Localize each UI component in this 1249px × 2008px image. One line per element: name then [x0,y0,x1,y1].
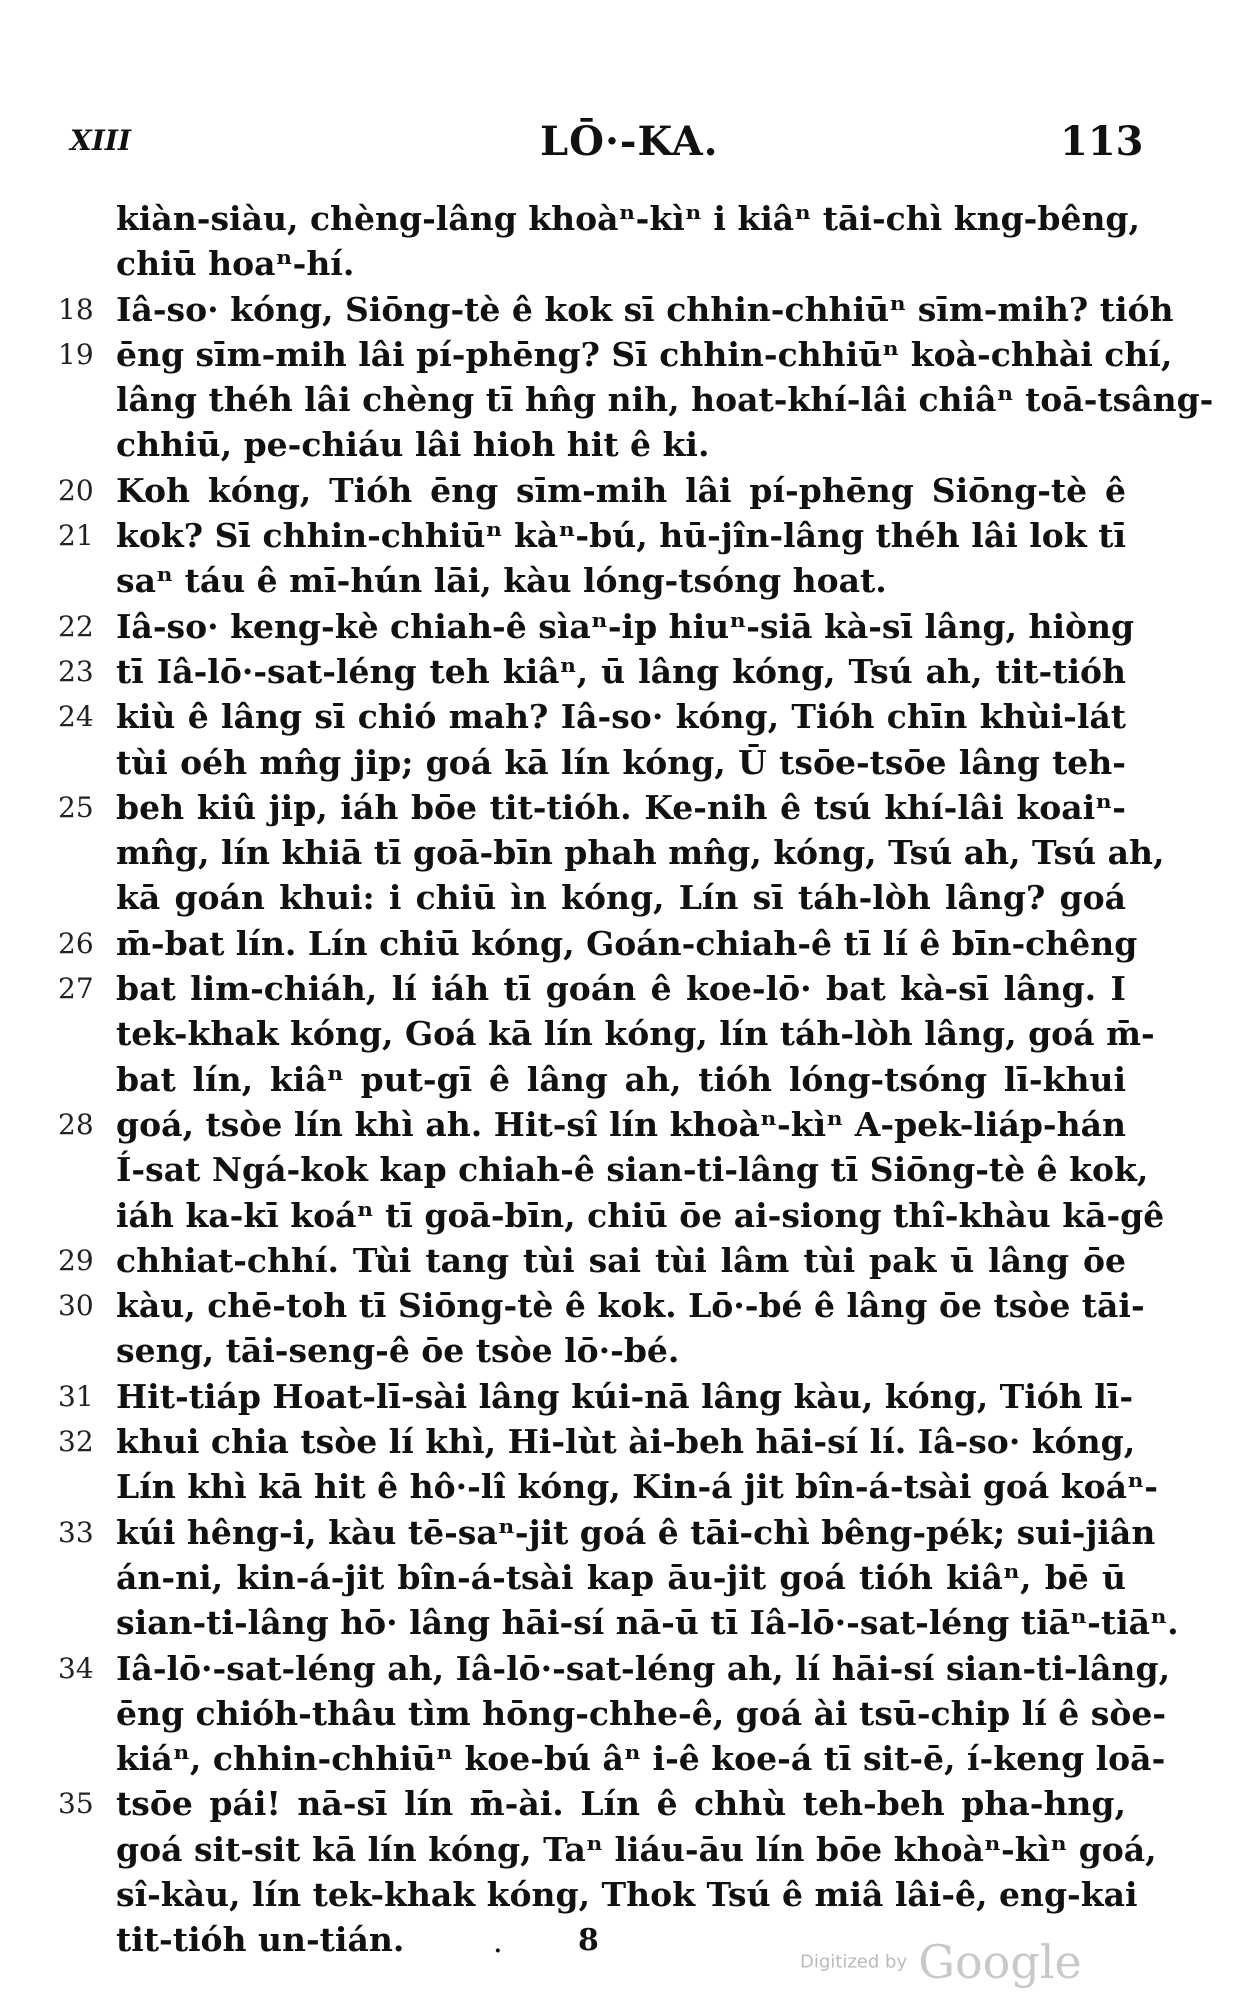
line-text: kiù ê lâng sī chió mah? Iâ-so· kóng, Tióh chīn khùi-lát [116,697,1126,737]
signature-mark: 8 [578,1923,599,1958]
google-logo-text: Google [918,1935,1082,1989]
text-line [0,422,1249,467]
text-line [0,1057,1249,1102]
line-text: sî-kàu, lín tek-khak kóng, Thok Tsú ê miâ lâi-ê, eng-kai [116,1874,1138,1914]
line-text: tùi oéh mn̂g jip; goá kā lín kóng, Ū tsōe-tsōe lâng teh- [116,742,1126,782]
text-line [0,1555,1249,1600]
verse-number: 35 [58,1787,94,1821]
text-line [0,785,1249,830]
line-text: beh kiû jip, iáh bōe tit-tióh. Ke-nih ê tsú khí-lâi koaiⁿ- [116,787,1126,827]
verse-number: 26 [58,926,94,960]
line-text: án-ni, kin-á-jit bîn-á-tsài kap āu-jit goá tióh kiâⁿ, bē ū [116,1557,1126,1597]
text-line [0,875,1249,920]
text-line [0,513,1249,558]
verse-number: 28 [58,1107,94,1141]
line-text: kúi hêng-i, kàu tē-saⁿ-jit goá ê tāi-chì bêng-pék; sui-jiân [116,1512,1156,1552]
text-line [0,740,1249,785]
line-text: iáh ka-kī koáⁿ tī goā-bīn, chiū ōe ai-siong thî-khàu kā-gê [116,1195,1165,1235]
line-text: goá, tsòe lín khì ah. Hit-sî lín khoàⁿ-kìⁿ A-pek-liáp-hán [116,1104,1126,1144]
running-title: LŌ·-KA. [540,118,719,165]
text-line [0,1328,1249,1373]
text-line [0,1691,1249,1736]
text-line [0,287,1249,332]
line-text: kā goán khui: i chiū ìn kóng, Lín sī táh-lòh lâng? goá [116,878,1126,918]
text-line [0,1781,1249,1826]
line-text: Iâ-so· kóng, Siōng-tè ê kok sī chhin-chhiūⁿ sīm-mih? tióh [116,289,1174,329]
line-text: lâng théh lâi chèng tī hn̂g nih, hoat-khí-lâi chiâⁿ toā-tsâng- [116,380,1214,420]
line-text: tit-tióh un-tián. [116,1920,405,1960]
page-number: 113 [1060,118,1144,165]
verse-number: 32 [58,1425,94,1459]
text-line [0,196,1249,241]
text-line [0,1238,1249,1283]
line-text: mn̂g, lín khiā tī goā-bīn phah mn̂g, kóng, Tsú ah, Tsú ah, [116,833,1165,873]
text-line [0,1736,1249,1781]
verse-number: 21 [58,519,94,553]
verse-number: 25 [58,790,94,824]
verse-number: 31 [58,1379,94,1413]
line-text: goá sit-sit kā lín kóng, Taⁿ liáu-āu lín bōe khoàⁿ-kìⁿ goá, [116,1829,1157,1869]
verse-number: 29 [58,1243,94,1277]
verse-number: 23 [58,654,94,688]
text-line [0,558,1249,603]
line-text: chhiat-chhí. Tùi tang tùi sai tùi lâm tùi pak ū lâng ōe [116,1240,1126,1280]
line-text: Í-sat Ngá-kok kap chiah-ê sian-ti-lâng tī Siōng-tè ê kok, [116,1150,1149,1190]
line-text: bat lín, kiâⁿ put-gī ê lâng ah, tióh lóng-tsóng lī-khui [116,1059,1126,1099]
line-text: saⁿ táu ê mī-hún lāi, kàu lóng-tsóng hoat. [116,561,887,601]
verse-number: 30 [58,1289,94,1323]
line-text: ēng sīm-mih lâi pí-phēng? Sī chhin-chhiūⁿ koà-chhài chí, [116,334,1173,374]
line-text: bat lim-chiáh, lí iáh tī goán ê koe-lō· bat kà-sī lâng. I [116,969,1126,1009]
text-line [0,1510,1249,1555]
text-line [0,377,1249,422]
page-header [0,118,1249,174]
line-text: tsōe pái! nā-sī lín m̄-ài. Lín ê chhù teh-beh pha-hng, [116,1784,1126,1824]
line-text: chiū hoaⁿ-hí. [116,244,355,284]
text-line [0,1283,1249,1328]
text-line [0,694,1249,739]
line-text: kàu, chē-toh tī Siōng-tè ê kok. Lō·-bé ê lâng ōe tsòe tāi- [116,1286,1145,1326]
line-text: chhiū, pe-chiáu lâi hioh hit ê ki. [116,425,710,465]
line-text: ēng chióh-thâu tìm hōng-chhe-ê, goá ài tsū-chip lí ê sòe- [116,1693,1167,1733]
text-line [0,649,1249,694]
line-text: khui chia tsòe lí khì, Hi-lùt ài-beh hāi-sí lí. Iâ-so· kóng, [116,1422,1136,1462]
chapter-number: XIII [70,124,132,157]
line-text: seng, tāi-seng-ê ōe tsòe lō·-bé. [116,1331,680,1371]
verse-number: 24 [58,700,94,734]
text-line [0,1419,1249,1464]
text-line [0,1646,1249,1691]
scripture-text-body [0,196,1249,1963]
text-line [0,1374,1249,1419]
line-text: Iâ-lō·-sat-léng ah, Iâ-lō·-sat-léng ah, lí hāi-sí sian-ti-lâng, [116,1648,1171,1688]
text-line [0,1193,1249,1238]
line-text: Lín khì kā hit ê hô·-lî kóng, Kin-á jit bîn-á-tsài goá koáⁿ- [116,1467,1158,1507]
line-text: kiáⁿ, chhin-chhiūⁿ koe-bú âⁿ i-ê koe-á tī sit-ē, í-keng loā- [116,1739,1166,1779]
text-line [0,1464,1249,1509]
line-text: tek-khak kóng, Goá kā lín kóng, lín táh-lòh lâng, goá m̄- [116,1014,1155,1054]
text-line [0,830,1249,875]
text-line [0,1872,1249,1917]
text-line [0,241,1249,286]
text-line [0,604,1249,649]
line-text: m̄-bat lín. Lín chiū kóng, Goán-chiah-ê tī lí ê bīn-chêng [116,923,1138,963]
text-line [0,1147,1249,1192]
text-line [0,1102,1249,1147]
text-line [0,468,1249,513]
line-text: Hit-tiáp Hoat-lī-sài lâng kúi-nā lâng kàu, kóng, Tióh lī- [116,1376,1134,1416]
verse-number: 33 [58,1515,94,1549]
text-line [0,966,1249,1011]
line-text: sian-ti-lâng hō· lâng hāi-sí nā-ū tī Iâ-lō·-sat-léng tiāⁿ-tiāⁿ. [116,1603,1179,1643]
digitized-by-google-watermark [800,1935,1082,1989]
line-text: tī Iâ-lō·-sat-léng teh kiâⁿ, ū lâng kóng, Tsú ah, tit-tióh [116,651,1126,691]
verse-number: 22 [58,609,94,643]
line-text: Iâ-so· keng-kè chiah-ê sìaⁿ-ip hiuⁿ-siā kà-sī lâng, hiòng [116,606,1135,646]
text-line [0,332,1249,377]
verse-number: 34 [58,1651,94,1685]
text-line [0,921,1249,966]
digitized-by-label: Digitized by [800,1951,908,1973]
line-text: kok? Sī chhin-chhiūⁿ kàⁿ-bú, hū-jîn-lâng théh lâi lok tī [116,516,1126,556]
verse-number: 19 [58,337,94,371]
text-line [0,1600,1249,1645]
verse-number: 20 [58,473,94,507]
line-text: Koh kóng, Tióh ēng sīm-mih lâi pí-phēng Siōng-tè ê [116,470,1126,510]
print-mark-dot: · [494,1938,502,1964]
line-text: kiàn-siàu, chèng-lâng khoàⁿ-kìⁿ i kiâⁿ tāi-chì kng-bêng, [116,199,1140,238]
verse-number: 18 [58,292,94,326]
text-line [0,1011,1249,1056]
text-line [0,1827,1249,1872]
verse-number: 27 [58,972,94,1006]
